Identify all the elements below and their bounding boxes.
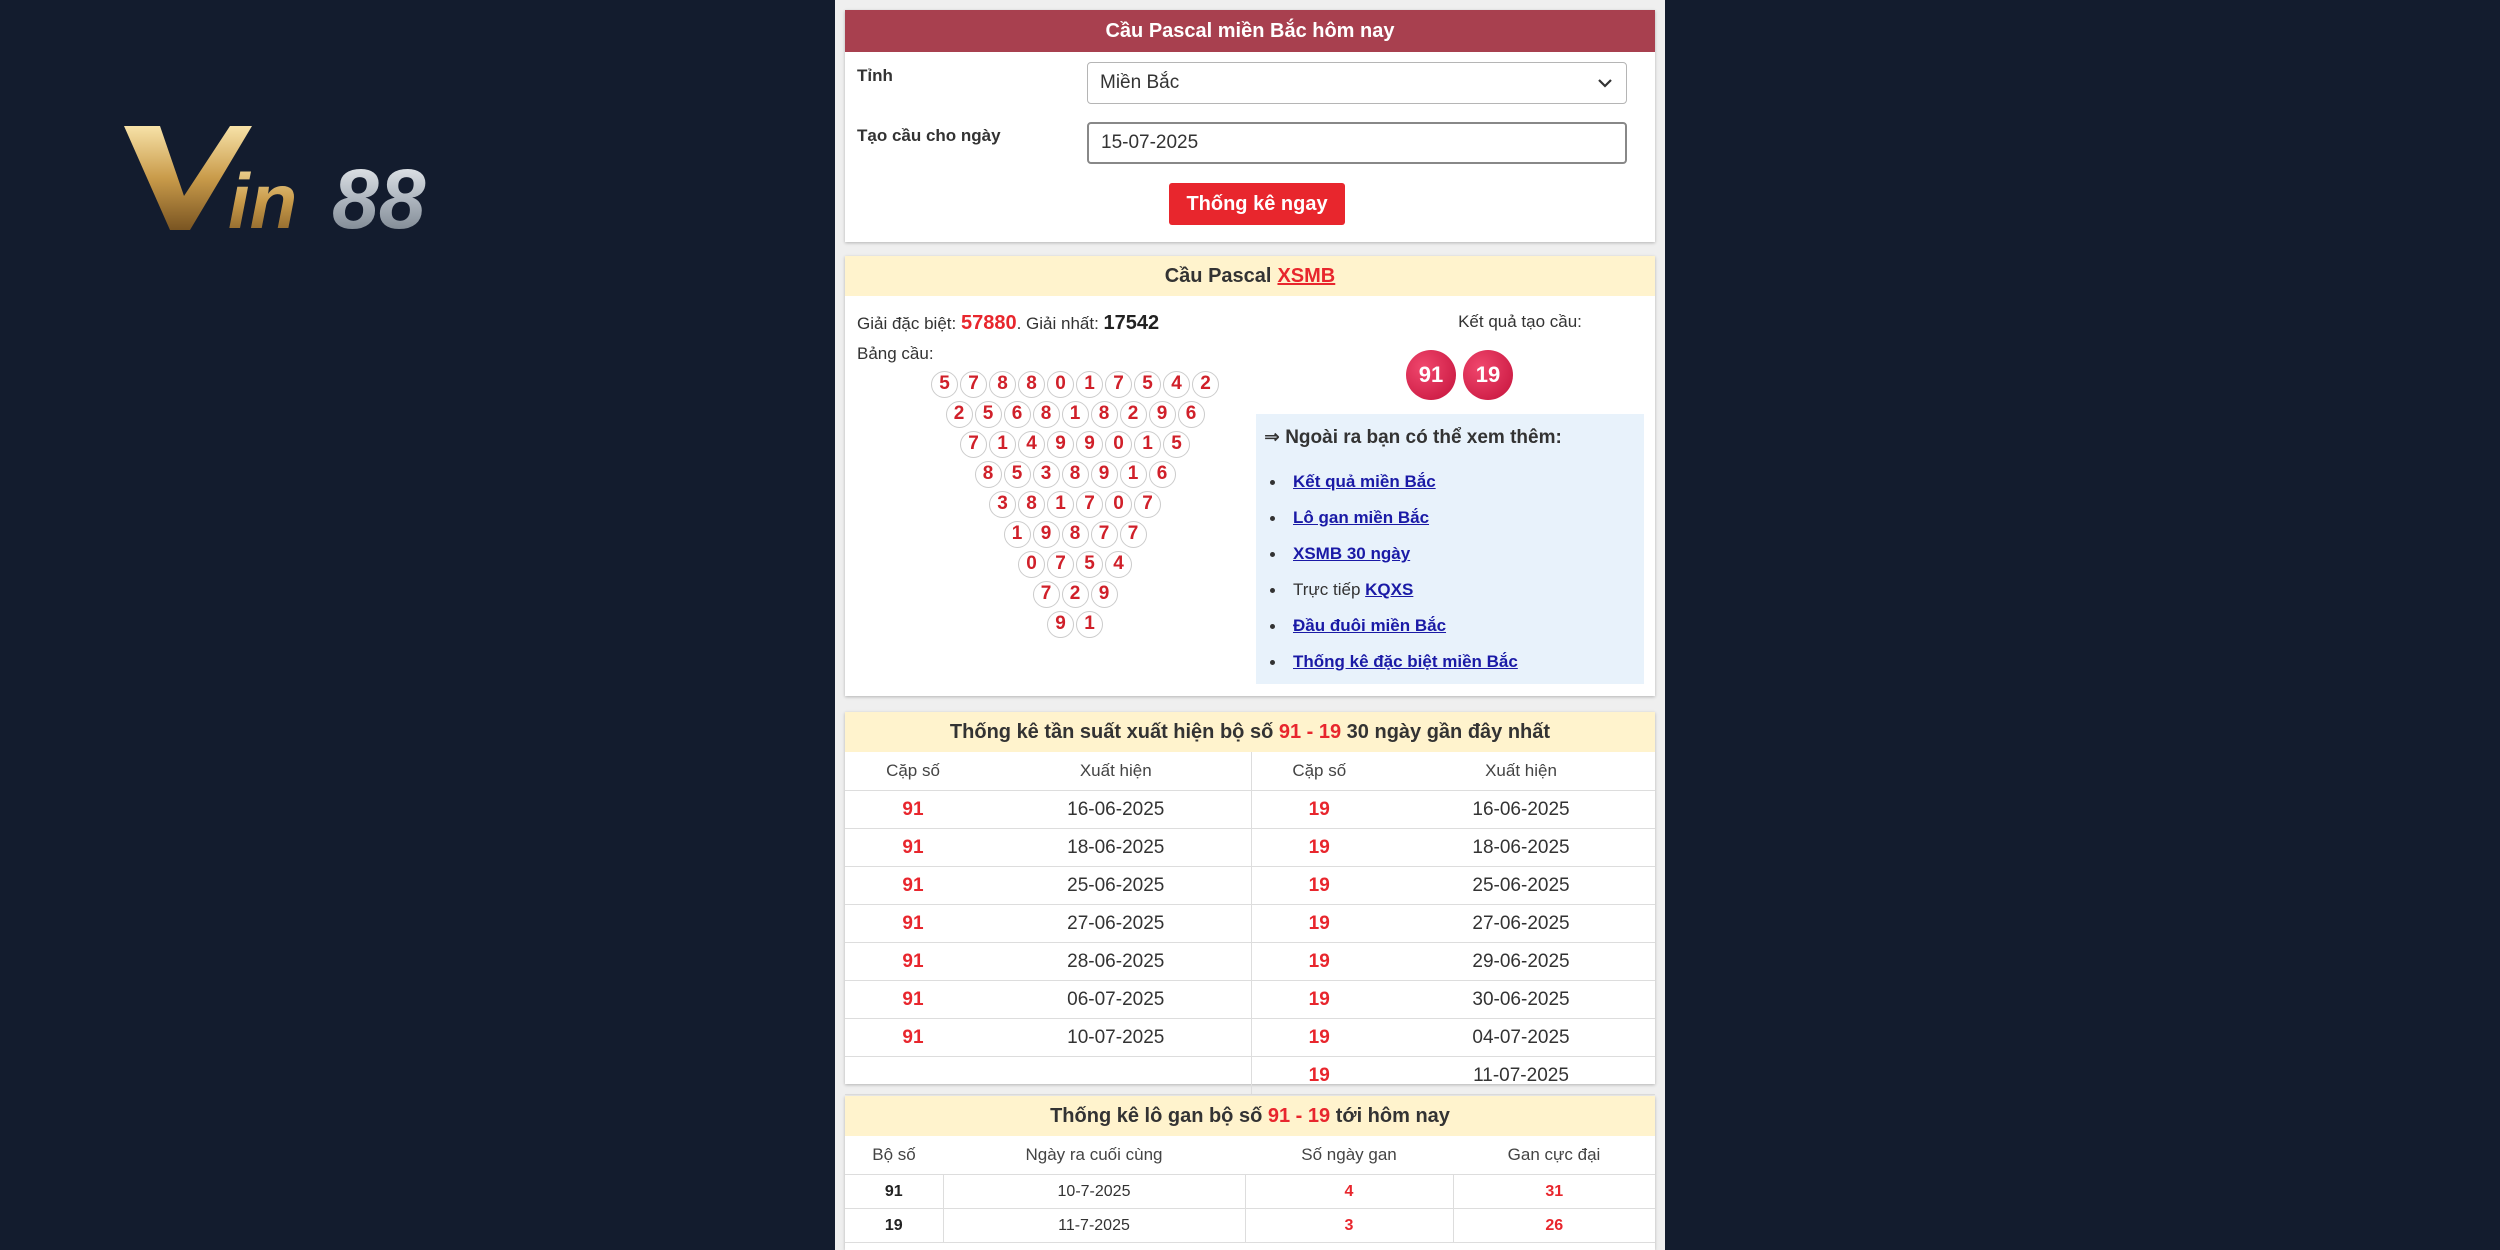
bullet-icon bbox=[1270, 660, 1275, 665]
triangle-cell: 9 bbox=[1091, 581, 1118, 608]
result-ball: 91 bbox=[1406, 350, 1456, 400]
pair-cell: 91 bbox=[845, 867, 981, 905]
special-label: Giải đặc biệt: bbox=[857, 314, 957, 333]
triangle-cell: 5 bbox=[1004, 461, 1031, 488]
col-header: Xuất hiện bbox=[1387, 752, 1655, 791]
pair-cell: 91 bbox=[845, 829, 981, 867]
form-title: Cầu Pascal miền Bắc hôm nay bbox=[845, 10, 1655, 52]
triangle-cell: 8 bbox=[975, 461, 1002, 488]
table-row bbox=[845, 1019, 1655, 1057]
list-item bbox=[1264, 608, 1518, 644]
province-value: Miền Bắc bbox=[1100, 72, 1180, 93]
triangle-cell: 0 bbox=[1105, 491, 1132, 518]
vin88-logo-graphic bbox=[120, 118, 490, 236]
gan-days-cell: 4 bbox=[1245, 1175, 1453, 1209]
triangle-cell: 5 bbox=[931, 371, 958, 398]
pair-cell: 91 bbox=[845, 905, 981, 943]
freq-title bbox=[845, 712, 1655, 752]
date-cell: 18-06-2025 bbox=[981, 829, 1251, 867]
more-link[interactable]: Đầu đuôi miền Bắc bbox=[1293, 616, 1447, 635]
main-content bbox=[835, 0, 1665, 1250]
col-header: Xuất hiện bbox=[981, 752, 1251, 791]
pair-cell: 19 bbox=[1251, 943, 1387, 981]
triangle-cell: 9 bbox=[1091, 461, 1118, 488]
list-item bbox=[1264, 644, 1518, 680]
triangle-cell: 7 bbox=[1033, 581, 1060, 608]
pair-cell: 91 bbox=[845, 943, 981, 981]
date-cell: 27-06-2025 bbox=[1387, 905, 1655, 943]
bullet-icon bbox=[1270, 624, 1275, 629]
date-label: Tạo cầu cho ngày bbox=[857, 126, 1001, 145]
more-links-box bbox=[1256, 414, 1644, 684]
pair-cell: 91 bbox=[845, 1019, 981, 1057]
triangle-cell: 7 bbox=[1134, 491, 1161, 518]
link-prefix: Trực tiếp bbox=[1293, 580, 1366, 599]
pascal-form-panel bbox=[845, 10, 1655, 242]
freq-title-pair: 91 - 19 bbox=[1278, 720, 1342, 743]
date-row bbox=[845, 122, 1655, 168]
last-date-cell: 10-7-2025 bbox=[943, 1175, 1245, 1209]
table-row bbox=[845, 867, 1655, 905]
triangle-cell: 9 bbox=[1047, 611, 1074, 638]
triangle-cell: 8 bbox=[1018, 371, 1045, 398]
more-link[interactable]: XSMB 30 ngày bbox=[1293, 544, 1411, 563]
date-cell: 28-06-2025 bbox=[981, 943, 1251, 981]
pascal-result-panel bbox=[845, 256, 1655, 696]
triangle-cell: 7 bbox=[1120, 521, 1147, 548]
pair-cell bbox=[845, 1057, 981, 1095]
col-header: Bộ số bbox=[845, 1136, 943, 1175]
table-row bbox=[845, 1209, 1655, 1243]
pair-cell: 19 bbox=[1251, 867, 1387, 905]
pair-cell: 19 bbox=[1251, 981, 1387, 1019]
pair-cell: 19 bbox=[1251, 829, 1387, 867]
bullet-icon bbox=[1270, 552, 1275, 557]
gan-title-pre: Thống kê lô gan bộ số bbox=[1050, 1104, 1263, 1127]
date-cell: 10-07-2025 bbox=[981, 1019, 1251, 1057]
submit-button[interactable]: Thống kê ngay bbox=[1169, 183, 1345, 225]
frequency-panel bbox=[845, 712, 1655, 1084]
triangle-cell: 1 bbox=[1076, 371, 1103, 398]
special-value: 57880 bbox=[960, 312, 1017, 334]
table-row bbox=[845, 981, 1655, 1019]
province-row bbox=[845, 62, 1655, 108]
date-cell: 18-06-2025 bbox=[1387, 829, 1655, 867]
pair-cell: 91 bbox=[845, 1175, 943, 1209]
table-row bbox=[845, 1057, 1655, 1095]
result-label: Kết quả tạo cầu: bbox=[1458, 312, 1582, 331]
vin88-logo[interactable] bbox=[120, 118, 490, 236]
triangle-cell: 9 bbox=[1149, 401, 1176, 428]
board-label: Bảng cầu: bbox=[857, 344, 934, 363]
triangle-cell: 0 bbox=[1018, 551, 1045, 578]
triangle-cell: 1 bbox=[989, 431, 1016, 458]
date-cell: 25-06-2025 bbox=[981, 867, 1251, 905]
max-gan-cell: 31 bbox=[1453, 1175, 1655, 1209]
gan-days-cell: 3 bbox=[1245, 1209, 1453, 1243]
first-label: . Giải nhất: bbox=[1016, 314, 1099, 333]
more-link[interactable]: KQXS bbox=[1365, 580, 1414, 599]
list-item bbox=[1264, 536, 1518, 572]
more-link[interactable]: Kết quả miền Bắc bbox=[1293, 472, 1436, 491]
date-cell: 16-06-2025 bbox=[1387, 791, 1655, 829]
date-cell bbox=[981, 1057, 1251, 1095]
gan-panel bbox=[845, 1096, 1655, 1250]
triangle-cell: 9 bbox=[1047, 431, 1074, 458]
triangle-cell: 8 bbox=[1062, 461, 1089, 488]
triangle-cell: 1 bbox=[1120, 461, 1147, 488]
triangle-cell: 9 bbox=[1076, 431, 1103, 458]
date-cell: 16-06-2025 bbox=[981, 791, 1251, 829]
triangle-cell: 1 bbox=[1076, 611, 1103, 638]
more-title: ⇒ Ngoài ra bạn có thể xem thêm: bbox=[1264, 427, 1562, 448]
list-item bbox=[1264, 464, 1518, 500]
last-date-cell: 11-7-2025 bbox=[943, 1209, 1245, 1243]
col-header: Ngày ra cuối cùng bbox=[943, 1136, 1245, 1175]
triangle-cell: 1 bbox=[1004, 521, 1031, 548]
triangle-cell: 5 bbox=[1163, 431, 1190, 458]
triangle-cell: 7 bbox=[1047, 551, 1074, 578]
table-row bbox=[845, 829, 1655, 867]
first-value: 17542 bbox=[1103, 312, 1160, 334]
date-cell: 06-07-2025 bbox=[981, 981, 1251, 1019]
triangle-cell: 5 bbox=[975, 401, 1002, 428]
pair-cell: 91 bbox=[845, 791, 981, 829]
province-select[interactable] bbox=[1087, 62, 1627, 104]
triangle-cell: 2 bbox=[1120, 401, 1147, 428]
more-links-list bbox=[1264, 464, 1518, 680]
triangle-cell: 8 bbox=[1018, 491, 1045, 518]
date-cell: 11-07-2025 bbox=[1387, 1057, 1655, 1095]
date-cell: 29-06-2025 bbox=[1387, 943, 1655, 981]
bullet-icon bbox=[1270, 516, 1275, 521]
date-cell: 04-07-2025 bbox=[1387, 1019, 1655, 1057]
table-header-row bbox=[845, 1136, 1655, 1175]
date-input[interactable] bbox=[1087, 122, 1627, 164]
triangle-cell: 0 bbox=[1047, 371, 1074, 398]
date-value: 15-07-2025 bbox=[1101, 132, 1199, 153]
table-row bbox=[845, 791, 1655, 829]
triangle-cell: 7 bbox=[960, 431, 987, 458]
col-header: Gan cực đại bbox=[1453, 1136, 1655, 1175]
pair-cell: 19 bbox=[845, 1209, 943, 1243]
table-row bbox=[845, 943, 1655, 981]
triangle-cell: 7 bbox=[1076, 491, 1103, 518]
gan-table bbox=[845, 1136, 1655, 1243]
triangle-cell: 1 bbox=[1047, 491, 1074, 518]
table-header-row bbox=[845, 752, 1655, 791]
pair-cell: 19 bbox=[1251, 1057, 1387, 1095]
triangle-cell: 6 bbox=[1149, 461, 1176, 488]
xsmb-link[interactable]: XSMB bbox=[1277, 264, 1336, 287]
gan-title-pair: 91 - 19 bbox=[1267, 1104, 1331, 1127]
triangle-cell: 7 bbox=[1091, 521, 1118, 548]
pair-cell: 91 bbox=[845, 981, 981, 1019]
triangle-cell: 4 bbox=[1018, 431, 1045, 458]
triangle-cell: 9 bbox=[1033, 521, 1060, 548]
svg-text:88: 88 bbox=[332, 152, 426, 236]
date-cell: 25-06-2025 bbox=[1387, 867, 1655, 905]
list-item bbox=[1264, 500, 1518, 536]
date-cell: 30-06-2025 bbox=[1387, 981, 1655, 1019]
triangle-cell: 2 bbox=[1192, 371, 1219, 398]
bullet-icon bbox=[1270, 588, 1275, 593]
triangle-cell: 4 bbox=[1105, 551, 1132, 578]
freq-title-pre: Thống kê tần suất xuất hiện bộ số bbox=[949, 720, 1274, 743]
triangle-cell: 5 bbox=[1134, 371, 1161, 398]
triangle-cell: 6 bbox=[1004, 401, 1031, 428]
triangle-cell: 8 bbox=[1033, 401, 1060, 428]
pascal-title-text: Cầu Pascal bbox=[1164, 264, 1272, 287]
svg-text:in: in bbox=[228, 157, 298, 236]
freq-title-post: 30 ngày gần đây nhất bbox=[1346, 720, 1551, 743]
pair-cell: 19 bbox=[1251, 791, 1387, 829]
triangle-cell: 8 bbox=[1062, 521, 1089, 548]
table-row bbox=[845, 905, 1655, 943]
list-item bbox=[1264, 572, 1518, 608]
pascal-triangle bbox=[845, 256, 1265, 696]
triangle-cell: 2 bbox=[946, 401, 973, 428]
max-gan-cell: 26 bbox=[1453, 1209, 1655, 1243]
triangle-cell: 1 bbox=[1134, 431, 1161, 458]
bullet-icon bbox=[1270, 480, 1275, 485]
gan-title bbox=[845, 1096, 1655, 1136]
triangle-cell: 8 bbox=[989, 371, 1016, 398]
triangle-cell: 7 bbox=[1105, 371, 1132, 398]
col-header: Cặp số bbox=[1251, 752, 1387, 791]
pair-cell: 19 bbox=[1251, 905, 1387, 943]
col-header: Số ngày gan bbox=[1245, 1136, 1453, 1175]
frequency-table bbox=[845, 752, 1655, 1095]
triangle-cell: 3 bbox=[1033, 461, 1060, 488]
result-ball: 19 bbox=[1463, 350, 1513, 400]
triangle-cell: 2 bbox=[1062, 581, 1089, 608]
more-link[interactable]: Lô gan miền Bắc bbox=[1293, 508, 1430, 527]
gan-title-post: tới hôm nay bbox=[1335, 1104, 1450, 1127]
triangle-cell: 8 bbox=[1091, 401, 1118, 428]
triangle-cell: 5 bbox=[1076, 551, 1103, 578]
triangle-cell: 3 bbox=[989, 491, 1016, 518]
triangle-cell: 0 bbox=[1105, 431, 1132, 458]
province-label: Tỉnh bbox=[857, 66, 893, 85]
triangle-cell: 7 bbox=[960, 371, 987, 398]
triangle-cell: 4 bbox=[1163, 371, 1190, 398]
triangle-cell: 1 bbox=[1062, 401, 1089, 428]
triangle-cell: 6 bbox=[1178, 401, 1205, 428]
pair-cell: 19 bbox=[1251, 1019, 1387, 1057]
table-row bbox=[845, 1175, 1655, 1209]
col-header: Cặp số bbox=[845, 752, 981, 791]
date-cell: 27-06-2025 bbox=[981, 905, 1251, 943]
chevron-down-icon bbox=[1596, 74, 1614, 92]
more-link[interactable]: Thống kê đặc biệt miền Bắc bbox=[1293, 652, 1518, 671]
